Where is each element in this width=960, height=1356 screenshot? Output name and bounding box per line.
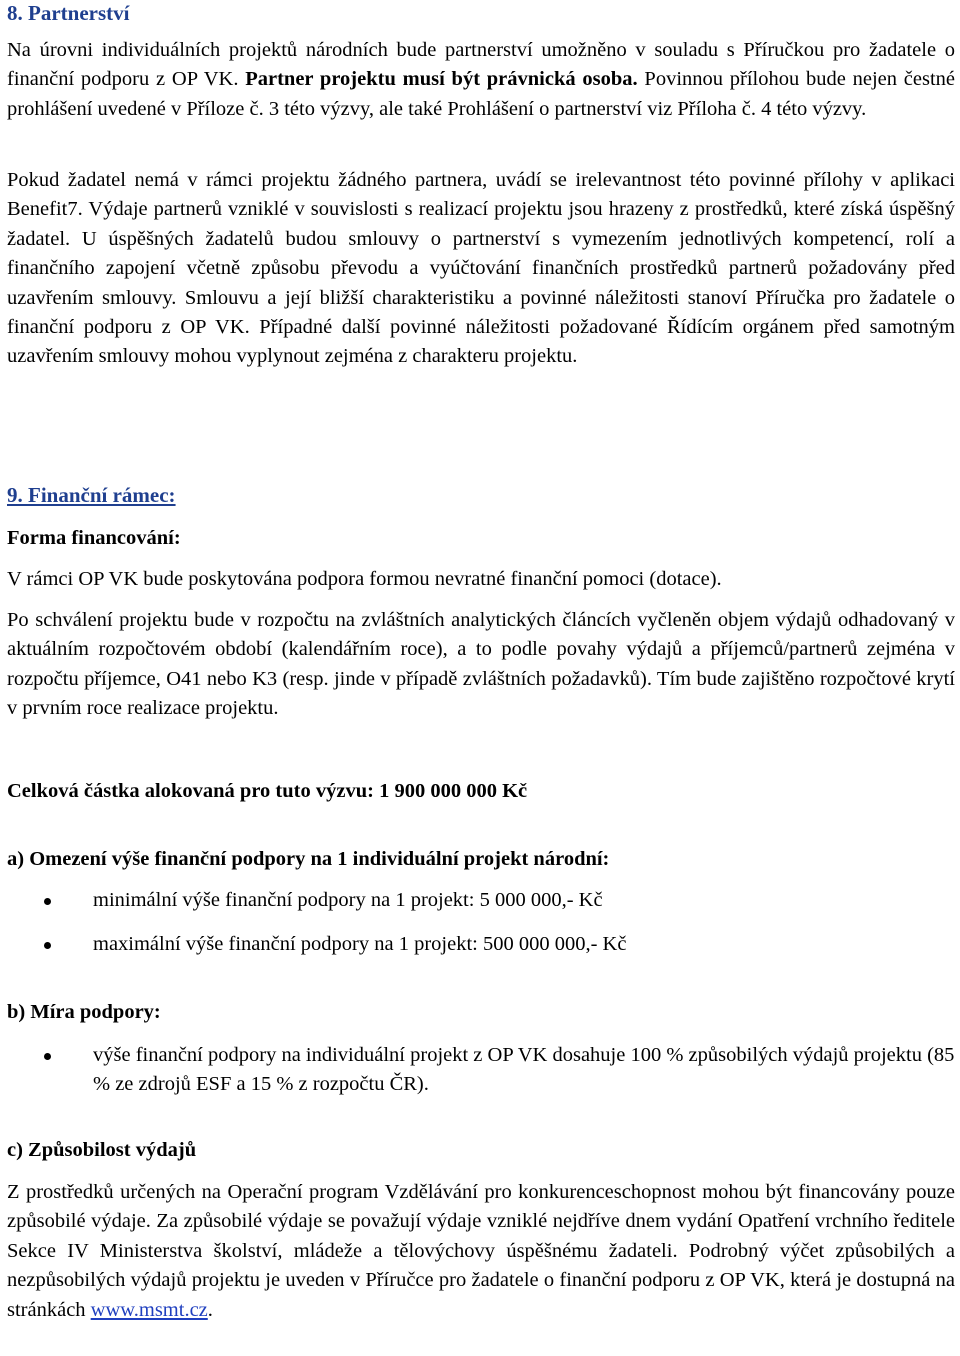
list-item-text: minimální výše finanční podpory na 1 projekt: 5 000 000,- Kč [93, 889, 603, 911]
partnership-paragraph-1 [7, 36, 955, 124]
bullet-icon [44, 898, 51, 905]
bullet-icon [44, 942, 51, 949]
section-9-heading [7, 482, 955, 508]
bullet-icon [44, 1053, 51, 1060]
schvaleni-paragraph: Po schválení projektu bude v rozpočtu na zvláštních analytických článcích vyčleněn objem výdajů odhadovaný v aktuálním rozpočtovém období (kalendářním roce), a to podle povahy výdajů a příjemců/partnerů zejména v rozpočtu příjemce, O41 nebo K3 (resp. jinde v případě zvláštních požadavků). Tím bude zajištěno rozpočtové krytí v prvním roce realizace projektu. [7, 609, 955, 720]
section-b-heading: b) Míra podpory: [7, 1001, 161, 1023]
list-item-text: maximální výše finanční podpory na 1 projekt: 500 000 000,- Kč [93, 933, 627, 955]
forma-financovani-text: V rámci OP VK bude poskytována podpora formou nevratné finanční pomoci (dotace). [7, 568, 722, 590]
section-a-heading: a) Omezení výše finanční podpory na 1 individuální projekt národní: [7, 848, 610, 870]
section-9-heading-text: 9. Finanční rámec: [7, 483, 176, 507]
zpusobilost-end: . [207, 1298, 213, 1321]
zpusobilost-text: Z prostředků určených na Operační program Vzdělávání pro konkurenceschopnost mohou být financovány pouze způsobilé výdaje. Za způsobilé výdaje se považují výdaje vzniklé nejdříve dnem vydání Opatření vrchního ředitele Sekce IV Ministerstva školství, mládeže a tělovýchovy úspěšnému žadateli. Podrobný výčet způsobilých a nezpůsobilých výdajů projektu je uveden v Příručce pro žadatele o finanční podporu z OP VK, která je dostupná na stránkách [7, 1181, 955, 1321]
total-allocation: Celková částka alokovaná pro tuto výzvu: 1 900 000 000 Kč [7, 780, 528, 802]
section-8-heading: 8. Partnerství [7, 1, 130, 25]
section-c-heading: c) Způsobilost výdajů [7, 1139, 197, 1161]
partnership-text-bold: Partner projektu musí být právnická osoba. [245, 68, 638, 91]
partnership-text-a: Na úrovni individuálních projektů národních bude partnerství umožněno v souladu s Příručkou pro žadatele o finanční podporu z OP VK. [7, 39, 955, 91]
list-item-text: výše finanční podpory na individuální projekt z OP VK dosahuje 100 % způsobilých výdajů projektu (85 % ze zdrojů ESF a 15 % z rozpočtu ČR). [93, 1044, 955, 1095]
forma-financovani-heading: Forma financování: [7, 527, 181, 549]
partnership-text-c: Povinnou přílohou bude nejen čestné prohlášení uvedené v Příloze č. 3 této výzvy, ale také Prohlášení o partnerství viz Příloha č. 4 této výzvy. [7, 68, 956, 120]
zpusobilost-paragraph [7, 1178, 955, 1325]
partnership-paragraph-2: Pokud žadatel nemá v rámci projektu žádného partnera, uvádí se irelevantnost této povinné přílohy v aplikaci Benefit7. Výdaje partnerů vzniklé v souvislosti s realizací projektu jsou hrazeny z prostředků, které získá úspěšný žadatel. U úspěšných žadatelů budou smlouvy o partnerství s vymezením jednotlivých kompetencí, rolí a finančního zapojení včetně způsobu převodu a vyúčtování finančních prostředků partnerů požadovány před uzavřením smlouvy. Smlouvu a její bližší charakteristiku a povinné náležitosti stanoví Příručka pro žadatele o finanční podporu z OP VK. Případné další povinné náležitosti požadované Řídícím orgánem před samotným uzavřením smlouvy mohou vyplynout zejména z charakteru projektu. [7, 169, 955, 368]
msmt-link[interactable]: www.msmt.cz [90, 1298, 208, 1321]
